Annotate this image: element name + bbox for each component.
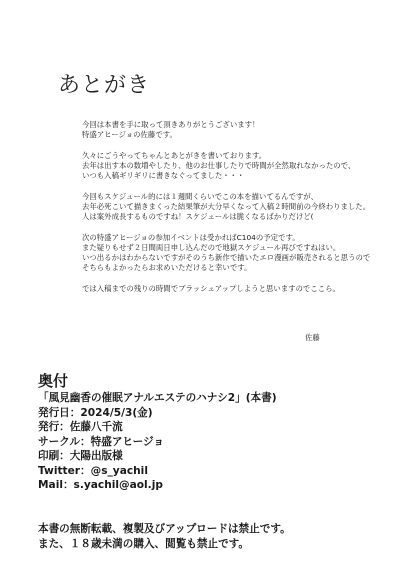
afterword-line: 今回もスケジュール的には１週間くらいでこの本を描いてるんですが、 <box>82 192 319 201</box>
colophon-twitter: Twitter：@s_yachil <box>38 464 148 477</box>
afterword-line: 今回は本書を手に取って頂きありがとうございます！ <box>82 120 260 129</box>
afterword-paragraph <box>82 284 382 294</box>
colophon <box>38 372 378 493</box>
colophon-printer: 印刷：大陽出版様 <box>38 450 123 462</box>
afterword-line: 次の特盛アヒージョの参加イベントは受かればC104の予定です。 <box>82 233 300 242</box>
afterword-paragraph <box>82 120 382 140</box>
notice-reproduction: 本書の無断転載、複製及びアップロードは禁止です。 <box>38 523 291 535</box>
colophon-mail: Mail：s.yachil@aol.jp <box>38 479 163 491</box>
afterword-paragraph <box>82 233 382 273</box>
afterword-line: いつ出るかはわからないですがそのうち新作で描いたエロ漫画が販売されると思うので <box>82 253 371 262</box>
colophon-book-title: 「風見幽香の催眠アナルエステのハナシ2」(本書) <box>38 392 277 404</box>
afterword-body <box>82 120 382 305</box>
afterword-line: いつも入稿ギリギリに書きなぐってました・・・ <box>82 171 245 180</box>
afterword-line: 去年は出す本の数増やしたり、他のお仕事したりで時間が全然取れなかったので、 <box>82 161 356 170</box>
afterword-line: 特盛アヒージョの佐藤です。 <box>82 130 177 139</box>
afterword-line: 人は案外成長するものですね！スケジュールは脆くなるばかりだけど( <box>82 212 314 221</box>
colophon-issue-date: 発行日：2024/5/3(金) <box>38 406 153 419</box>
afterword-line: 久々にごうやってちゃんとあとがきを書いております。 <box>82 151 267 160</box>
afterword-paragraph <box>82 192 382 222</box>
notice-age-restriction: また、１８歳未満の購入、閲覧も禁止です。 <box>38 538 250 550</box>
afterword-paragraph <box>82 151 382 181</box>
afterword-heading: あとがき <box>58 73 151 98</box>
afterword-line: では入稿までの残りの時間でブラッシュアップしようと思いますのでここら。 <box>82 284 340 293</box>
author-signature: 佐藤 <box>305 333 320 342</box>
afterword-line: また疑りもせず２日間両日申し込んだので地獄スケジュール再びですねはい。 <box>82 243 341 252</box>
copyright-notices <box>38 522 388 552</box>
afterword-line: 去年必死こいて描きまくった結果筆が大分早くなって入稿２時間前の今終わりました。 <box>82 202 371 211</box>
afterword-line: そちらもよかったらお求めいただけると幸いです。 <box>82 263 252 272</box>
colophon-title: 奥付 <box>38 372 69 390</box>
page-margin-mark: · <box>2 540 3 544</box>
colophon-publisher: 発行：佐藤八千流 <box>38 421 123 433</box>
colophon-circle: サークル：特盛アヒージョ <box>38 435 164 448</box>
